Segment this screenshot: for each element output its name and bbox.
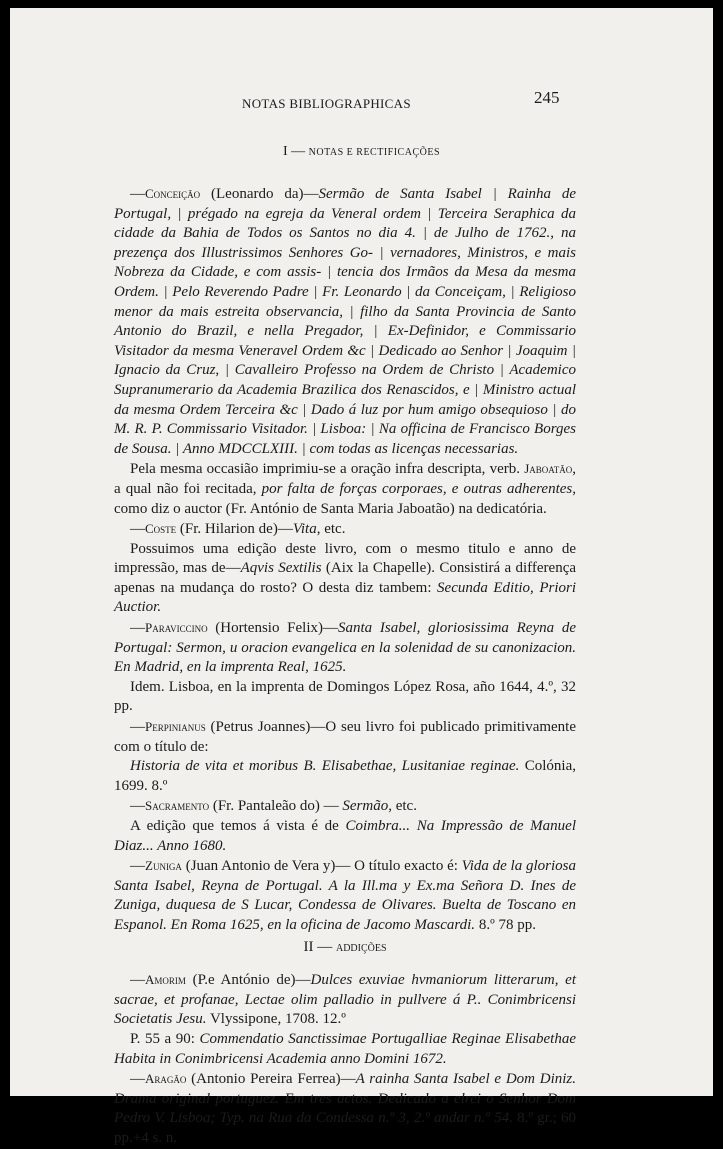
running-title: NOTAS BIBLIOGRAPHICAS xyxy=(242,96,411,111)
author-name: Sacramento xyxy=(145,798,210,814)
author-name: Amorim xyxy=(145,972,186,988)
note-paraviccino: Idem. Lisboa, en la imprenta de Domingos López Rosa, año 1644, 4.º, 32 pp. xyxy=(114,678,576,715)
book-page xyxy=(10,8,713,1146)
entry-perpinianus: —Perpinianus (Petrus Joannes)—O seu livro foi publicado primitivamente com o título de: xyxy=(114,719,576,755)
note-amorim: P. 55 a 90: Commendatio Sanctissimae Portugalliae Reginae Elisabethae Habita in Conimbricensi Academia anno Domini 1672. xyxy=(114,1030,576,1067)
entry-sacramento: —Sacramento (Fr. Pantaleão do) — Sermão, etc. xyxy=(130,798,417,815)
author-name: Perpinianus xyxy=(145,719,206,735)
note-conceicao: Pela mesma occasião imprimiu-se a oração infra descripta, verb. Jaboatão, a qual não foi recitada, por falta de forças corporaes, e outras adherentes, como diz o auctor (Fr. António de Santa Maria Jaboatão) na dedicatória. xyxy=(114,461,576,517)
section-number: I — xyxy=(282,144,306,159)
section-heading-addicoes xyxy=(114,938,576,959)
author-name: Zuniga xyxy=(145,858,182,874)
entry-paraviccino: —Paraviccino (Hortensio Felix)—Santa Isabel, gloriosissima Reyna de Portugal: Sermon, u oracion evangelica en la solenidad de su canonizacion. En Madrid, en la imprenta Real, 1625. xyxy=(114,620,576,676)
author-name: Paraviccino xyxy=(145,620,208,636)
author-name: Aragão xyxy=(145,1071,187,1087)
page-content xyxy=(114,184,576,1149)
note-sacramento: A edição que temos á vista é de Coimbra... Na Impressão de Manuel Diaz... Anno 1680. xyxy=(114,818,576,854)
author-name: Conceição xyxy=(145,186,201,201)
section-heading-notas xyxy=(10,144,713,160)
entry-coste: —Coste (Fr. Hilarion de)—Vita, etc. xyxy=(130,521,346,538)
page-number: 245 xyxy=(534,88,560,107)
entry-amorim: —Amorim (P.e António de)—Dulces exuviae hvmaniorum litterarum, et sacrae, et profanae, Lectae olim palladio in pullvere á P.. Conimbricensi Societatis Jesu. Vlyssipone, 1708. 12.º xyxy=(114,972,576,1028)
entry-zuniga: —Zuniga (Juan Antonio de Vera y)— O título exacto é: Vida de la gloriosa Santa Isabel, Reyna de Portugal. A la Ill.ma y Ex.ma Señora D. Ines de Zuniga, duquesa de S Lucar, Condessa de Olivares. Buelta de Toscano en Espanol. En Roma 1625, en la oficina de Jacomo Mascardi. 8.º 78 pp. xyxy=(114,858,576,933)
work-title: Sermão de Santa Isabel | Rainha de Portugal, | prégado na egreja da Veneral ordem | Terceira Seraphica da cidade da Bahia de Todos os Santos no dia 4. | de Julho de 1762., na prezença dos Illustrissimos Senhores Go- | vernadores, Ministros, e mais Nobreza da Cidade, e com assis- | tencia dos Irmãos da Mesa da mesma Ordem. | Pelo Reverendo Padre | Fr. Leonardo | da Conceiçam, | Religioso menor da mais estreita observancia, | filho da Santa Provincia de Santo Antonio do Brazil, e nella Pregador, | Ex-Definidor, e Commissario Visitador da mesma Veneravel Ordem &c | Dedicado ao Senhor | Joaquim | Ignacio da Cruz, | Cavalleiro Professo na Ordem de Christo | Academico Supranumerario da Academia Brazilica dos Renascidos, e | Ministro actual da mesma Ordem Terceira &c | Dado á luz por hum amigo obsequioso | do M. R. P. Commissario Visitador. | Lisboa: | Na officina de Francisco Borges de Sousa. | Anno MDCCLXIII. | com todas as licenças necessarias. xyxy=(114,186,577,457)
note-coste: Possuimos uma edição deste livro, com o mesmo titulo e anno de impressão, mas de—Aqvis Sextilis (Aix la Chapelle). Consistirá a differença apenas na mudança do rosto? O desta diz tambem: Secunda Editio, Priori Auctior. xyxy=(114,540,577,616)
entry-aragao: —Aragão (Antonio Pereira Ferrea)—A rainha Santa Isabel e Dom Diniz. Drama original portuguez. Em tres actos. Dedicado a elrei o Senhor Dom Pedro V. Lisboa; Typ. na Rua da Condessa n.º 3, 2.º andar n.º 54. 8.º gr.; 60 pp.+4 s. n. xyxy=(114,1071,576,1146)
section-title: ADDIÇÕES xyxy=(335,942,387,954)
author-name: Coste xyxy=(145,521,177,537)
entry-conceicao: —Conceição (Leonardo da)—Sermão de Santa Isabel | Rainha de Portugal, | prégado na egreja da Veneral ordem | Terceira Seraphica da cidade da Bahia de Todos os Santos no dia 4. | de Julho de 1762., na prezença dos Illustrissimos Senhores Go- | vernadores, Ministros, e mais Nobreza da Cidade, e com assis- | tencia dos Irmãos da Mesa da mesma Ordem. | Pelo Reverendo Padre | Fr. Leonardo | da Conceiçam, | Religioso menor da mais estreita observancia, | filho da Santa Provincia de Santo Antonio do Brazil, e nella Pregador, | Ex-Definidor, e Commissario Visitador da mesma Veneravel Ordem &c | Dedicado ao Senhor | Joaquim | Ignacio da Cruz, | Cavalleiro Professo na Ordem de Christo | Academico Supranumerario da Academia Brazilica dos Renascidos, e | Ministro actual da mesma Ordem Terceira &c | Dado á luz por hum amigo obsequioso | do M. R. P. Commissario Visitador. | Lisboa: | Na officina de Francisco Borges de Sousa. | Anno MDCCLXIII. | com todas as licenças necessarias. xyxy=(114,186,577,457)
section-number: II — xyxy=(303,938,333,955)
section-title: NOTAS E RECTIFICAÇÕES xyxy=(308,147,441,158)
perpinianus-title: Historia de vita et moribus B. Elisabethae, Lusitaniae reginae. Colónia, 1699. 8.º xyxy=(114,758,576,794)
